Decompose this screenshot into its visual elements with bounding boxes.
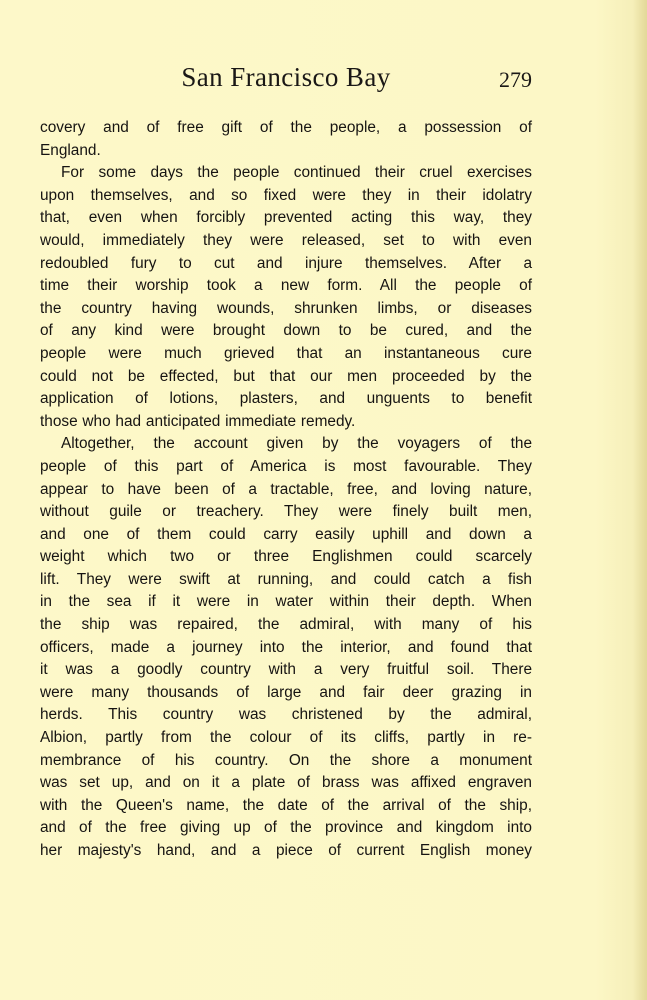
text-line: were many thousands of large and fair deer grazing in [40,683,532,701]
running-header [40,62,532,102]
page-edge-shadow [633,0,647,1000]
text-line: upon themselves, and so fixed were they in their idolatry [40,186,532,204]
text-line: Albion, partly from the colour of its cliffs, partly in re- [40,729,532,747]
text-line: and one of them could carry easily uphill and down a [40,525,532,543]
page-number: 279 [499,67,532,92]
running-title: San Francisco Bay [181,62,391,92]
text-line: without guile or treachery. They were finely built men, [40,503,532,521]
text-line: with the Queen's name, the date of the arrival of the ship, [40,796,532,814]
text-line: appear to have been of a tractable, free, and loving nature, [40,480,532,498]
text-line: time their worship took a new form. All the people of [40,277,532,295]
text-line: people were much grieved that an instantaneous cure [40,344,532,362]
paragraph-account-of-voyagers [40,433,532,862]
text-line: those who had anticipated immediate remedy. [40,412,356,430]
text-line: could not be effected, but that our men proceeded by the [40,367,532,385]
text-line: her majesty's hand, and a piece of current English money [40,842,532,859]
text-line: and of the free giving up of the province and kingdom into [40,819,532,837]
paragraph-continuation [40,117,532,162]
text-line: it was a goodly country with a very fruitful soil. There [40,661,532,679]
paragraph-cruel-exercises [40,162,532,433]
text-line: would, immediately they were released, set to with even [40,231,532,249]
text-line: Altogether, the account given by the voyagers of the [61,435,532,453]
text-line: For some days the people continued their cruel exercises [61,164,532,182]
text-line: officers, made a journey into the interior, and found that [40,638,532,656]
text-line: lift. They were swift at running, and could catch a fish [40,570,532,588]
text-line: people of this part of America is most favourable. They [40,457,532,475]
text-line: the country having wounds, shrunken limbs, or diseases [40,299,532,317]
text-line: weight which two or three Englishmen could scarcely [40,548,532,566]
text-line: the ship was repaired, the admiral, with many of his [40,616,532,634]
text-line: England. [40,141,101,159]
text-line: application of lotions, plasters, and unguents to benefit [40,390,532,408]
text-line: that, even when forcibly prevented acting this way, they [40,209,532,227]
text-line: membrance of his country. On the shore a monument [40,751,532,769]
text-line: of any kind were brought down to be cured, and the [40,322,532,340]
text-line: covery and of free gift of the people, a possession of [40,119,532,136]
text-line: in the sea if it were in water within their depth. When [40,593,532,611]
text-line: was set up, and on it a plate of brass was affixed engraven [40,774,532,792]
text-line: herds. This country was christened by the admiral, [40,706,532,724]
body-text [40,117,532,863]
text-line: redoubled fury to cut and injure themselves. After a [40,254,532,272]
